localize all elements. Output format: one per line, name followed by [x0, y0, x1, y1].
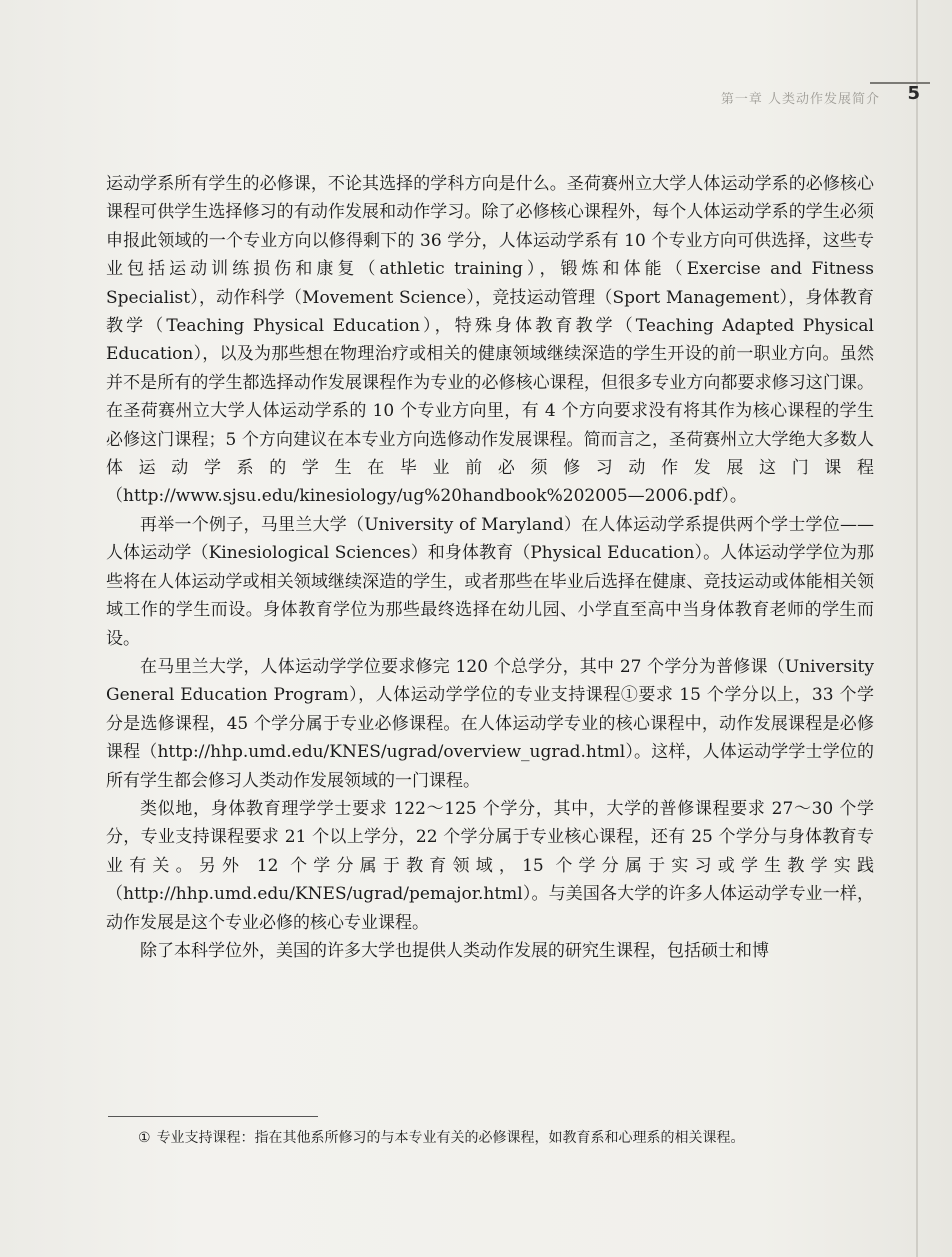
paragraph-3: 在马里兰大学，人体运动学学位要求修完 120 个总学分，其中 27 个学分为普修课（University General Education Program），人体运动学学位的专业支持课程①要求 15 个学分以上，33 个学分是选修课程，45 个学分属于专业必修课程。在人体运动学专业的核心课程中，动作发展课程是必修课程（http://hhp.umd.edu/KNES/ugrad/overview_ugrad.html）。这样，人体运动学学士学位的所有学生都会修习人类动作发展领域的一门课程。 [106, 656, 874, 791]
chapter-title: 第一章 人类动作发展简介 [720, 92, 880, 107]
running-header [690, 82, 930, 112]
paragraph-5: 除了本科学位外，美国的许多大学也提供人类动作发展的研究生课程，包括硕士和博 [140, 940, 769, 961]
paragraph-2: 再举一个例子，马里兰大学（University of Maryland）在人体运动学系提供两个学士学位——人体运动学（Kinesiological Sciences）和身体教育（Physical Education）。人体运动学学位为那些将在人体运动学或相关领域继续深造的学生，或者那些在毕业后选择在健康、竞技运动或体能相关领域工作的学生而设。身体教育学位为那些最终选择在幼儿园、小学直至高中当身体教育老师的学生而设。 [106, 514, 874, 649]
footnote [110, 1126, 865, 1151]
paragraph-4: 类似地，身体教育理学学士要求 122～125 个学分，其中，大学的普修课程要求 27～30 个学分，专业支持课程要求 21 个以上学分，22 个学分属于专业核心课程，还有 25 个学分与身体教育专业有关。另外 12 个学分属于教育领域，15 个学分属于实习或学生教学实践（http://hhp.umd.edu/KNES/ugrad/pemajor.html）。与美国各大学的许多人体运动学专业一样，动作发展是这个专业必修的核心专业课程。 [106, 798, 874, 933]
page-number: 5 [907, 83, 920, 104]
page-edge [916, 0, 918, 1257]
footnote-rule [108, 1116, 318, 1117]
footnote-mark: ① [138, 1130, 151, 1146]
main-text [106, 170, 874, 965]
paragraph-1: 运动学系所有学生的必修课，不论其选择的学科方向是什么。圣荷赛州立大学人体运动学系的必修核心课程可供学生选择修习的有动作发展和动作学习。除了必修核心课程外，每个人体运动学系的学生必须申报此领域的一个专业方向以修得剩下的 36 学分，人体运动学系有 10 个专业方向可供选择，这些专业包括运动训练损伤和康复（athletic training），锻炼和体能（Exercise and Fitness Specialist），动作科学（Movement Science），竞技运动管理（Sport Management），身体教育教学（Teaching Physical Education），特殊身体教育教学（Teaching Adapted Physical Education），以及为那些想在物理治疗或相关的健康领域继续深造的学生开设的前一职业方向。虽然并不是所有的学生都选择动作发展课程作为专业的必修核心课程，但很多专业方向都要求修习这门课。在圣荷赛州立大学人体运动学系的 10 个专业方向里，有 4 个方向要求没有将其作为核心课程的学生必修这门课程；5 个方向建议在本专业方向选修动作发展课程。简而言之，圣荷赛州立大学绝大多数人体运动学系的学生在毕业前必须修习动作发展这门课程（http://www.sjsu.edu/kinesiology/ug%20handbook%202005—2006.pdf）。 [106, 174, 874, 507]
header-rule [870, 82, 930, 84]
footnote-text: 专业支持课程：指在其他系所修习的与本专业有关的必修课程，如教育系和心理系的相关课程。 [156, 1130, 745, 1146]
footnote-text-block [110, 1126, 865, 1151]
